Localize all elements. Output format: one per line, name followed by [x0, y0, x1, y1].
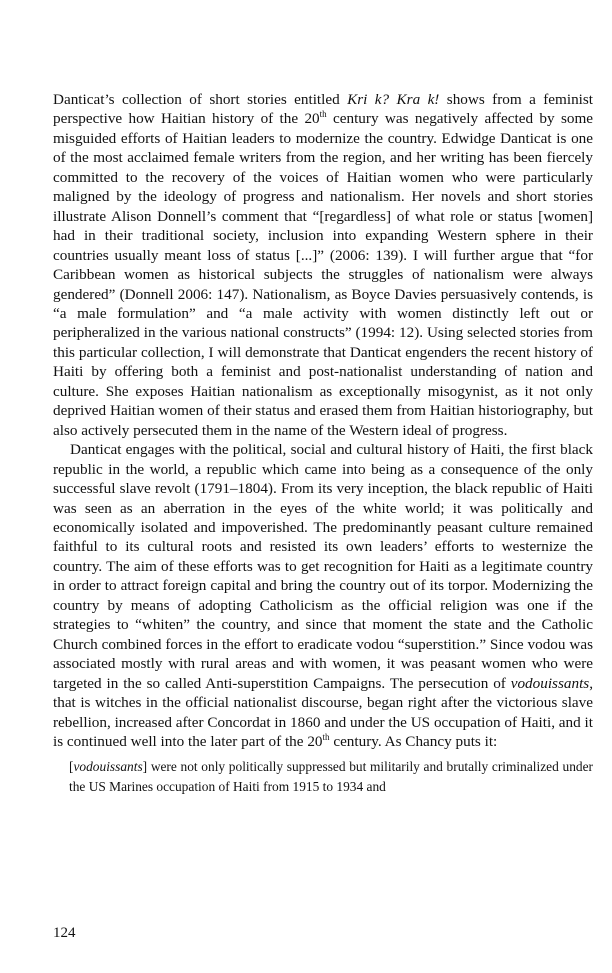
ordinal-superscript: th: [319, 109, 327, 120]
ordinal-superscript: th: [322, 731, 330, 742]
text-run: Danticat’s collection of short stories entitled: [53, 91, 348, 108]
italic-text: vodouissants: [510, 674, 590, 692]
text-run: ] were not only politically suppressed but militarily and brutally criminalized under the US Marines occupation of Haiti from 1915 to 1934 and: [69, 759, 593, 794]
book-page-body: [53, 90, 593, 796]
text-run: , that is witches in the official nationalist discourse, began right after the victorious slave rebellion, increased after Concordat in 1860 and under the US occupation of Haiti, and it is continued well into the later part of the 20: [53, 674, 593, 750]
text-run: shows from a feminist perspective how Haitian history of the 20: [53, 91, 594, 128]
paragraph-2: [53, 440, 593, 751]
italic-text: vodouissants: [73, 759, 143, 775]
text-run: [: [69, 759, 74, 775]
paragraph-1: [53, 90, 593, 440]
italic-text: Kri k? Kra k!: [347, 91, 440, 108]
block-quote: [53, 757, 593, 796]
text-run: century. As Chancy puts it:: [329, 732, 498, 750]
text-run: century was negatively affected by some misguided efforts of Haitian leaders to modernize the country. Edwidge Danticat is one of the most acclaimed female writers from the region, and her writing has been fiercely committed to the recovery of the voices of Haitian women who were particularly maligned by the ideology of progress and nationalism. Her novels and short stories illustrate Alison Donnell’s comment that “[regardless] of what role or status [women] had in their traditional society, inclusion into expanding Western sphere in their countries usually meant loss of status [...]” (2006: 139). I will further argue that “for Caribbean women as historical subjects the struggles of nationalism were always gendered” (Donnell 2006: 147). Nationalism, as Boyce Davies persuasively contends, is “a male formulation” and “a male activity with women distinctly left out or peripheralized in the various national constructs” (1994: 12). Using selected stories from this particular collection, I will demonstrate that Danticat engenders the recent history of Haiti by offering both a feminist and post-nationalist understanding of nation and culture. She exposes Haitian nationalism as exceptionally misogynist, as it not only deprived Haitian women of their status and erased them from Haitian historiography, but also actively persecuted them in the name of the Western ideal of progress.: [53, 110, 594, 439]
page-number: 124: [53, 925, 76, 941]
text-run: Danticat engages with the political, social and cultural history of Haiti, the first black republic in the world, a republic which came into being as a consequence of the only successful slave revolt (1791–1804). From its very inception, the black republic of Haiti was seen as an aberration in the eyes of the white world; it was politically and economically isolated and impoverished. The predominantly peasant culture remained faithful to its cultural roots and resisted its own leaders’ efforts to westernize the country. The aim of these efforts was to get recognition for Haiti as a legitimate country in order to attract foreign capital and bring the country out of its torpor. Modernizing the country by means of adopting Catholicism as the official religion was one if the strategies to “whiten” the country, and since that moment the state and the Catholic Church combined forces in the effort to eradicate vodou “superstition.” Since vodou was associated mostly with rural areas and with women, it was peasant women who were targeted in the so called Anti-superstition Campaigns. The persecution of: [53, 441, 593, 692]
